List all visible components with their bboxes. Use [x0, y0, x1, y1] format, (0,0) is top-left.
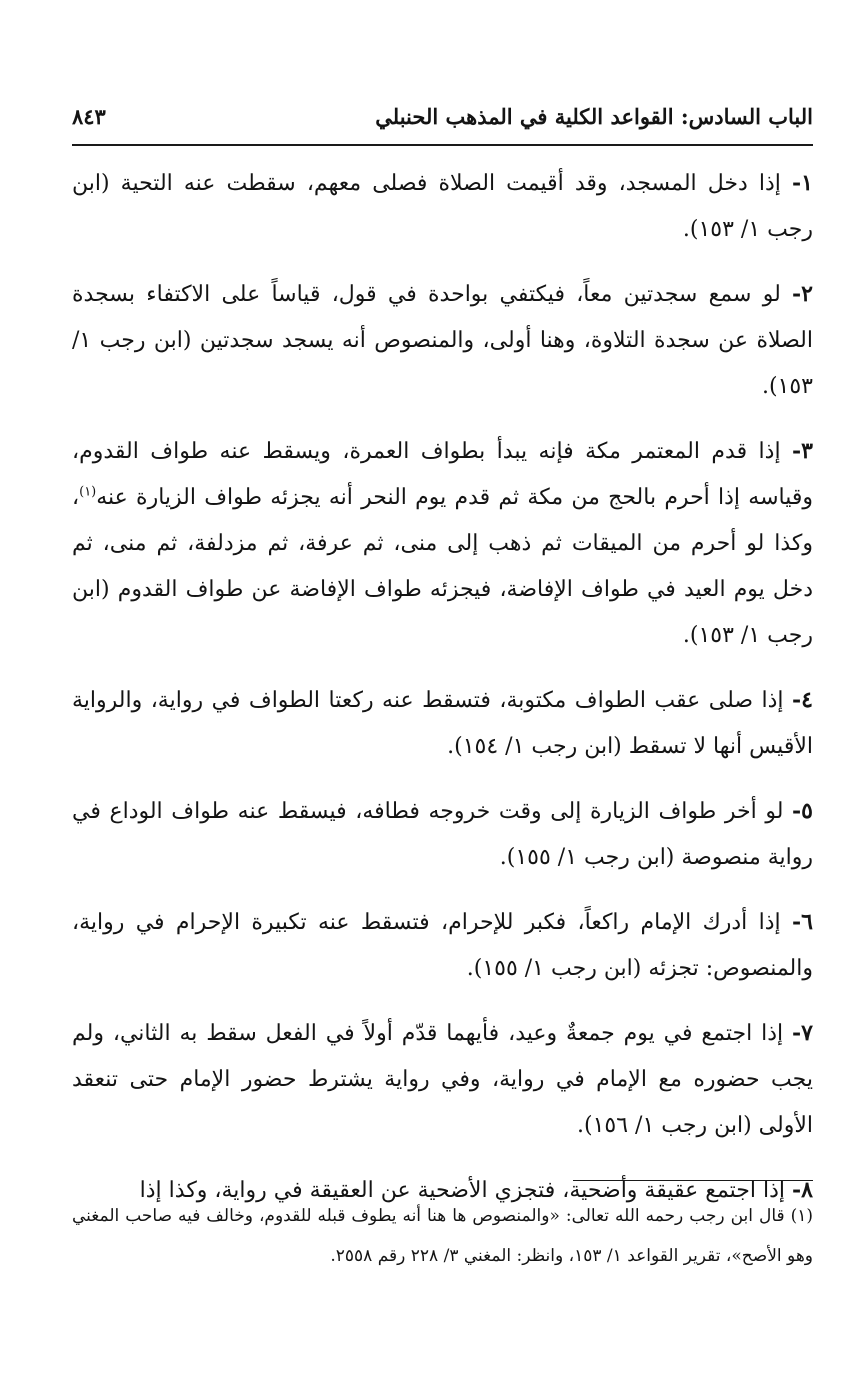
item-number: ٦-	[792, 909, 813, 935]
paragraph-text: إذا أدرك الإمام راكعاً، فكبر للإحرام، فتسقط عنه تكبيرة الإحرام في رواية، والمنصوص: تجزئه (ابن رجب ١/ ١٥٥).	[72, 910, 813, 981]
footnote-text: (١) قال ابن رجب رحمه الله تعالى: «والمنصوص ها هنا أنه يطوف قبله للقدوم، وخالف فيه صاحب المغني وهو الأصح»، تقرير القواعد ١/ ١٥٣، وانظر: المغني ٣/ ٢٢٨ رقم ٢٥٥٨.	[72, 1206, 813, 1266]
item-number: ٤-	[792, 687, 813, 713]
paragraph-text: لو سمع سجدتين معاً، فيكتفي بواحدة في قول، قياساً على الاكتفاء بسجدة الصلاة عن سجدة التلاوة، وهنا أولى، والمنصوص أنه يسجد سجدتين (ابن رجب ١/ ١٥٣).	[72, 282, 813, 399]
footnote	[72, 1196, 813, 1276]
item-number: ٧-	[792, 1020, 813, 1046]
paragraph-text-continued: ، وكذا لو أحرم من الميقات ثم ذهب إلى منى، ثم عرفة، ثم مزدلفة، ثم منى، ثم دخل يوم العيد في طواف الإفاضة، فيجزئه طواف الإفاضة عن طواف القدوم (ابن رجب ١/ ١٥٣).	[72, 485, 813, 648]
footnote-divider	[573, 1180, 813, 1181]
item-number: ١-	[792, 170, 813, 196]
paragraph-5	[72, 788, 813, 881]
chapter-title: الباب السادس: القواعد الكلية في المذهب الحنبلي	[375, 104, 813, 129]
page-number: ٨٤٣	[72, 104, 106, 129]
paragraph-7	[72, 1010, 813, 1149]
main-text	[72, 160, 813, 1232]
footnote-reference[interactable]: (١)	[79, 484, 97, 500]
paragraph-1	[72, 160, 813, 253]
paragraph-text: لو أخر طواف الزيارة إلى وقت خروجه فطافه، فيسقط عنه طواف الوداع في رواية منصوصة (ابن رجب ١/ ١٥٥).	[72, 799, 813, 870]
header-divider	[72, 144, 813, 146]
item-number: ٨-	[792, 1177, 813, 1203]
item-number: ٣-	[792, 438, 813, 464]
paragraph-3	[72, 428, 813, 659]
paragraph-text: إذا صلى عقب الطواف مكتوبة، فتسقط عنه ركعتا الطواف في رواية، والرواية الأقيس أنها لا تسقط (ابن رجب ١/ ١٥٤).	[72, 688, 813, 759]
paragraph-text: إذا اجتمع عقيقة وأضحية، فتجزي الأضحية عن العقيقة في رواية، وكذا إذا	[139, 1178, 786, 1203]
item-number: ٥-	[792, 798, 813, 824]
paragraph-2	[72, 271, 813, 410]
paragraph-4	[72, 677, 813, 770]
paragraph-text: إذا دخل المسجد، وقد أقيمت الصلاة فصلى معهم، سقطت عنه التحية (ابن رجب ١/ ١٥٣).	[72, 171, 813, 242]
paragraph-text: إذا اجتمع في يوم جمعةٌ وعيد، فأيهما قدّم أولاً في الفعل سقط به الثاني، ولم يجب حضوره مع الإمام في رواية، وفي رواية يشترط حضور الإمام حتى تنعقد الأولى (ابن رجب ١/ ١٥٦).	[72, 1021, 813, 1138]
running-header	[72, 100, 813, 140]
item-number: ٢-	[792, 281, 813, 307]
paragraph-text: إذا قدم المعتمر مكة فإنه يبدأ بطواف العمرة، ويسقط عنه طواف القدوم، وقياسه إذا أحرم بالحج من مكة ثم قدم يوم النحر أنه يجزئه طواف الزيارة عنه	[72, 439, 813, 510]
paragraph-6	[72, 899, 813, 992]
